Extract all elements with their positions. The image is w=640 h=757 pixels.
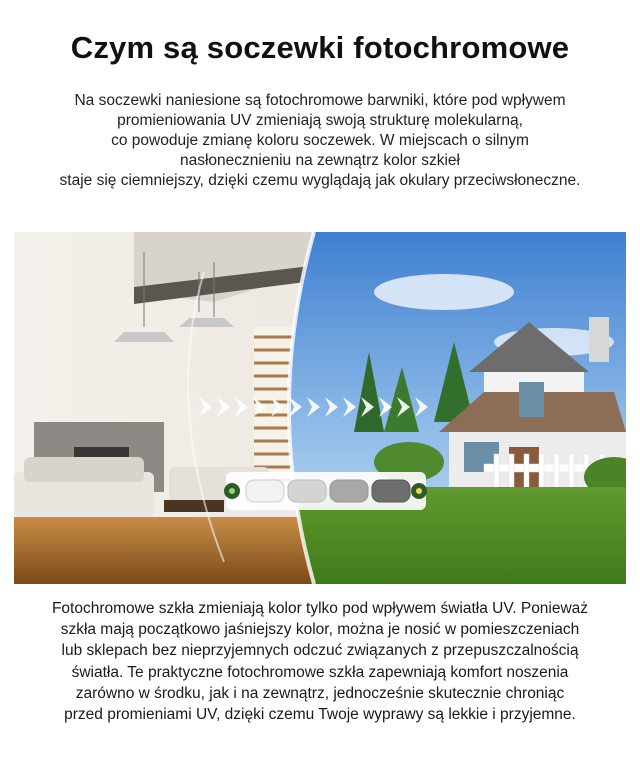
outro-line: przed promieniami UV, dzięki czemu Twoje wyprawy są lekkie i przyjemne. [64, 706, 576, 724]
lens-tint-strip [224, 472, 427, 510]
outro-line: Fotochromowe szkła zmieniają kolor tylko pod wpływem światła UV. Ponieważ [51, 600, 589, 617]
outro-line: zarówno w środku, jak i na zewnątrz, jednocześnie skutecznie chroniąc [75, 684, 565, 702]
outro-line: lub sklepach bez nieprzyjemnych odczuć związanych z przepuszczalnością [61, 642, 579, 660]
indoor-outdoor-illustration [14, 232, 626, 584]
intro-paragraph [0, 91, 640, 191]
lens-tint-swatch [288, 480, 326, 502]
page-title: Czym są soczewki fotochromowe [70, 30, 570, 65]
outro-paragraph [0, 598, 640, 725]
lens-tint-swatch [330, 480, 368, 502]
intro-line: nasłonecznieniu na zewnątrz kolor szkieł [179, 152, 460, 169]
lens-tint-swatch [372, 480, 410, 502]
lens-tint-swatch [246, 480, 284, 502]
intro-line: co powoduje zmianę koloru soczewek. W miejscach o silnym [111, 132, 529, 149]
intro-line: promieniowania UV zmieniają swoją strukturę molekularną, [117, 112, 523, 129]
intro-line: staje się ciemniejszy, dzięki czemu wyglądają jak okulary przeciwsłoneczne. [59, 172, 581, 189]
intro-line: Na soczewki naniesione są fotochromowe barwniki, które pod wpływem [74, 92, 566, 109]
outro-line: światła. Te praktyczne fotochromowe szkła zapewniają komfort noszenia [71, 663, 569, 681]
outro-line: szkła mają początkowo jaśniejszy kolor, można je nosić w pomieszczeniach [60, 621, 580, 639]
